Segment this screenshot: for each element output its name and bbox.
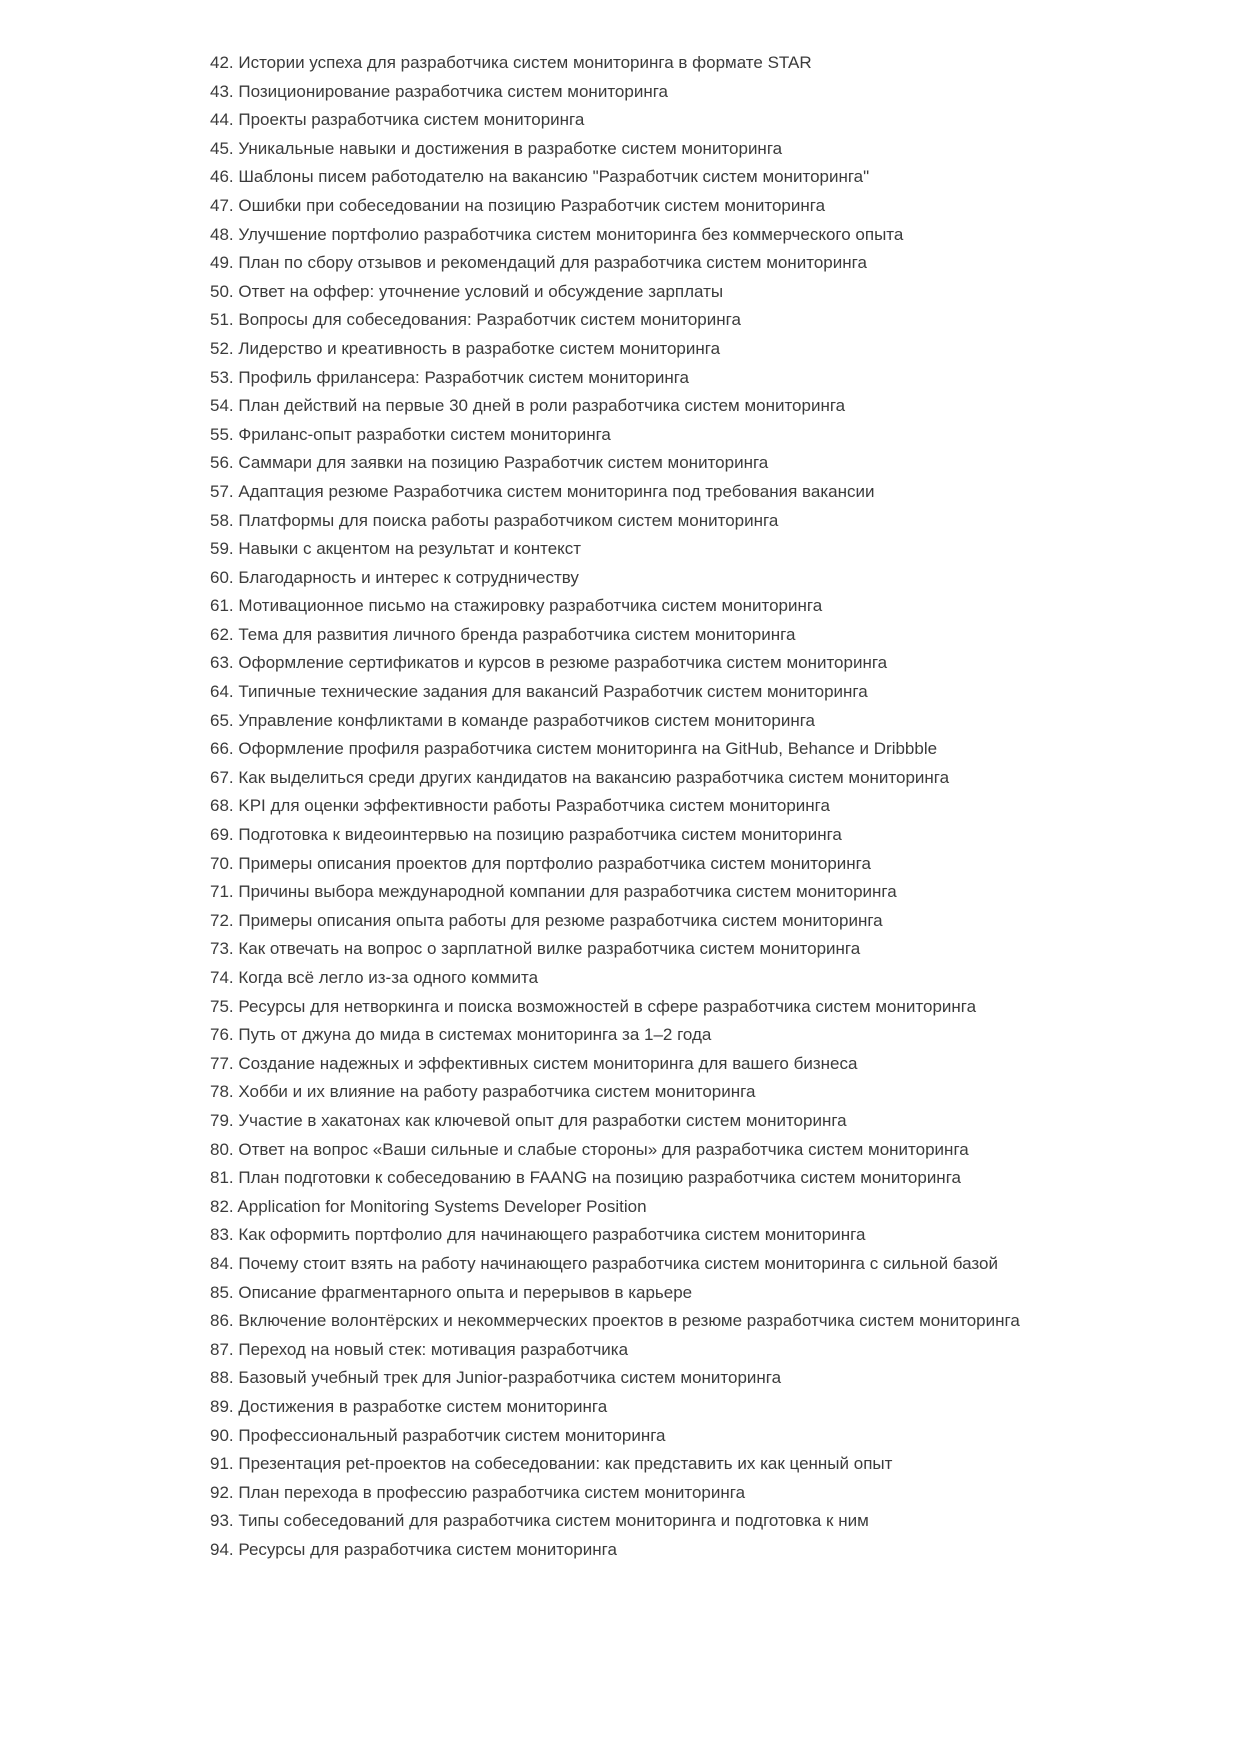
list-item: 94. Ресурсы для разработчика систем мониторинга <box>210 1539 617 1559</box>
list-item: 79. Участие в хакатонах как ключевой опыт для разработки систем мониторинга <box>210 1110 847 1130</box>
list-item: 43. Позиционирование разработчика систем мониторинга <box>210 81 668 101</box>
numbered-list <box>210 49 1042 1564</box>
list-item: 64. Типичные технические задания для вакансий Разработчик систем мониторинга <box>210 682 868 702</box>
list-item: 88. Базовый учебный трек для Junior-разработчика систем мониторинга <box>210 1368 782 1388</box>
list-item: 70. Примеры описания проектов для портфолио разработчика систем мониторинга <box>210 853 871 873</box>
list-item: 42. Истории успеха для разработчика систем мониторинга в формате STAR <box>210 53 812 72</box>
list-item: 61. Мотивационное письмо на стажировку разработчика систем мониторинга <box>210 596 823 616</box>
list-item: 47. Ошибки при собеседовании на позицию Разработчик систем мониторинга <box>210 195 826 215</box>
list-item: 57. Адаптация резюме Разработчика систем мониторинга под требования вакансии <box>210 481 875 501</box>
list-item: 93. Типы собеседований для разработчика систем мониторинга и подготовка к ним <box>210 1511 869 1531</box>
list-item: 91. Презентация pet-проектов на собеседовании: как представить их как ценный опыт <box>210 1454 893 1474</box>
list-item: 92. План перехода в профессию разработчика систем мониторинга <box>210 1482 746 1502</box>
list-item: 75. Ресурсы для нетворкинга и поиска возможностей в сфере разработчика систем мониторинга <box>210 996 977 1016</box>
list-item: 51. Вопросы для собеседования: Разработчик систем мониторинга <box>210 310 741 330</box>
list-item: 65. Управление конфликтами в команде разработчиков систем мониторинга <box>210 710 816 730</box>
list-item: 87. Переход на новый стек: мотивация разработчика <box>210 1339 629 1359</box>
list-item: 50. Ответ на оффер: уточнение условий и обсуждение зарплаты <box>210 281 724 301</box>
list-item: 55. Фриланс-опыт разработки систем мониторинга <box>210 424 611 444</box>
list-item: 76. Путь от джуна до мида в системах мониторинга за 1–2 года <box>210 1025 712 1045</box>
list-item: 89. Достижения в разработке систем мониторинга <box>210 1396 608 1416</box>
list-item: 49. План по сбору отзывов и рекомендаций для разработчика систем мониторинга <box>210 253 867 273</box>
list-item: 44. Проекты разработчика систем мониторинга <box>210 110 585 130</box>
list-item: 80. Ответ на вопрос «Ваши сильные и слабые стороны» для разработчика систем мониторинга <box>210 1139 969 1159</box>
list-item: 53. Профиль фрилансера: Разработчик систем мониторинга <box>210 367 689 387</box>
list-item: 67. Как выделиться среди других кандидатов на вакансию разработчика систем мониторинга <box>210 767 950 787</box>
list-item: 59. Навыки с акцентом на результат и контекст <box>210 539 582 559</box>
list-item: 62. Тема для развития личного бренда разработчика систем мониторинга <box>210 624 796 644</box>
list-item: 56. Саммари для заявки на позицию Разработчик систем мониторинга <box>210 453 769 473</box>
list-item: 52. Лидерство и креативность в разработке систем мониторинга <box>210 338 721 358</box>
list-item: 71. Причины выбора международной компании для разработчика систем мониторинга <box>210 882 897 902</box>
list-item: 68. KPI для оценки эффективности работы Разработчика систем мониторинга <box>210 796 830 816</box>
list-item: 60. Благодарность и интерес к сотрудничеству <box>210 567 579 587</box>
list-item: 90. Профессиональный разработчик систем мониторинга <box>210 1425 666 1445</box>
list-item: 48. Улучшение портфолио разработчика систем мониторинга без коммерческого опыта <box>210 224 904 244</box>
list-item: 69. Подготовка к видеоинтервью на позицию разработчика систем мониторинга <box>210 825 842 845</box>
list-item: 82. Application for Monitoring Systems Developer Position <box>210 1196 647 1216</box>
list-item: 72. Примеры описания опыта работы для резюме разработчика систем мониторинга <box>210 910 883 930</box>
list-item: 63. Оформление сертификатов и курсов в резюме разработчика систем мониторинга <box>210 653 888 673</box>
list-item: 84. Почему стоит взять на работу начинающего разработчика систем мониторинга с сильной базой <box>210 1253 998 1273</box>
list-item: 46. Шаблоны писем работодателю на вакансию "Разработчик систем мониторинга" <box>210 167 870 187</box>
list-item: 78. Хобби и их влияние на работу разработчика систем мониторинга <box>210 1082 756 1102</box>
list-item: 45. Уникальные навыки и достижения в разработке систем мониторинга <box>210 138 783 158</box>
list-item: 58. Платформы для поиска работы разработчиком систем мониторинга <box>210 510 779 530</box>
list-item: 74. Когда всё легло из-за одного коммита <box>210 968 539 987</box>
list-item: 83. Как оформить портфолио для начинающего разработчика систем мониторинга <box>210 1225 866 1245</box>
list-item: 73. Как отвечать на вопрос о зарплатной вилке разработчика систем мониторинга <box>210 939 861 959</box>
list-item: 77. Создание надежных и эффективных систем мониторинга для вашего бизнеса <box>210 1053 858 1073</box>
list-item: 54. План действий на первые 30 дней в роли разработчика систем мониторинга <box>210 396 846 416</box>
list-item: 81. План подготовки к собеседованию в FAANG на позицию разработчика систем мониторинга <box>210 1168 961 1188</box>
list-item: 66. Оформление профиля разработчика систем мониторинга на GitHub, Behance и Dribbble <box>210 739 938 759</box>
list-item: 85. Описание фрагментарного опыта и перерывов в карьере <box>210 1282 693 1302</box>
list-item: 86. Включение волонтёрских и некоммерческих проектов в резюме разработчика систем мониторинга <box>210 1311 1020 1331</box>
